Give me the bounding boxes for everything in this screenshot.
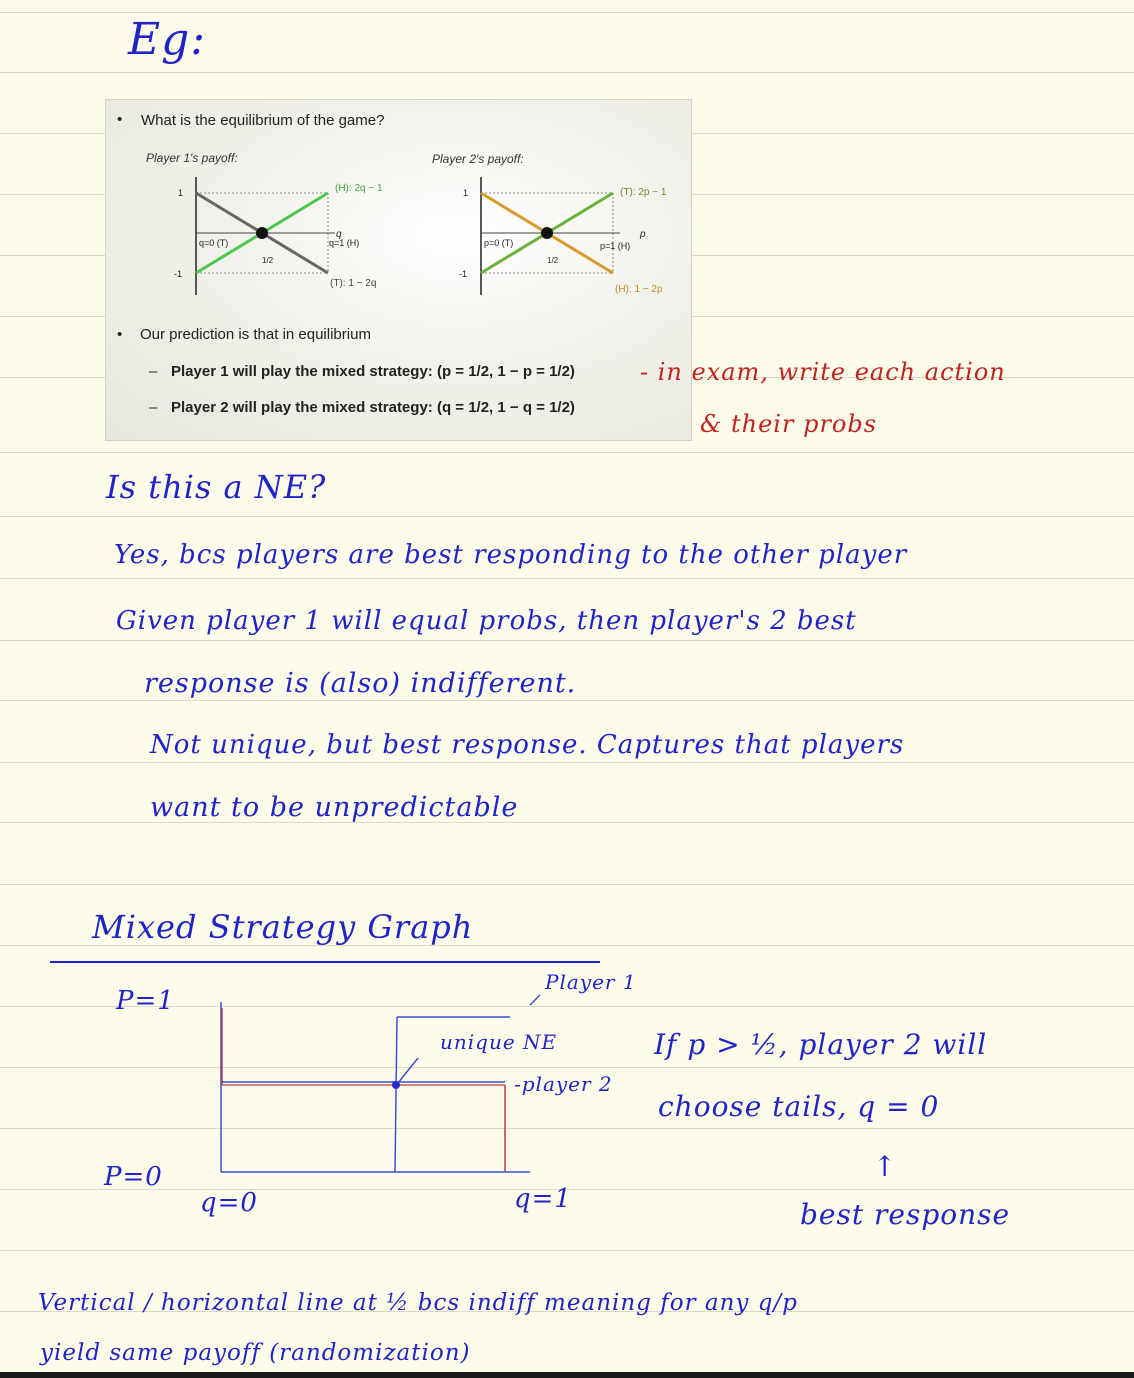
dash-1: – bbox=[149, 363, 158, 380]
graph-title: Mixed Strategy Graph bbox=[92, 908, 474, 946]
graph-player1-label: Player 1 bbox=[545, 970, 637, 994]
slide-prediction: Our prediction is that in equilibrium bbox=[140, 326, 371, 343]
p2-br-vertical bbox=[395, 1017, 397, 1172]
footer-line-2: yield same payoff (randomization) bbox=[40, 1340, 471, 1366]
graph-unique-ne-label: unique NE bbox=[440, 1030, 558, 1054]
p2-right-label: p=1 (H) bbox=[600, 241, 631, 251]
p1-y-top: 1 bbox=[178, 188, 184, 198]
ne-pointer bbox=[398, 1058, 418, 1083]
footer-line-1: Vertical / horizontal line at ½ bcs indiff meaning for any q/p bbox=[38, 1290, 798, 1316]
p2-left-label: p=0 (T) bbox=[484, 238, 514, 248]
heading-eg: Eg: bbox=[128, 14, 207, 65]
note-line-1: Is this a NE? bbox=[106, 468, 327, 506]
note-line-4: response is (also) indifferent. bbox=[144, 668, 577, 699]
graph-p0-label: P=0 bbox=[104, 1162, 163, 1192]
graph-q0-label: q=0 bbox=[200, 1188, 258, 1218]
p2-p-label: p bbox=[640, 229, 646, 240]
dash-2: – bbox=[149, 399, 158, 416]
p1-half-label: 1/2 bbox=[262, 256, 274, 265]
red-note-exam: - in exam, write each action bbox=[640, 358, 1006, 386]
side-note-arrow: ↑ bbox=[873, 1150, 898, 1183]
bullet-1: • bbox=[117, 111, 123, 128]
slide-question: What is the equilibrium of the game? bbox=[141, 112, 385, 129]
note-line-2: Yes, bcs players are best responding to the other player bbox=[114, 540, 908, 570]
p2-half-label: 1/2 bbox=[547, 256, 559, 265]
p2-green-label: (T): 2p − 1 bbox=[620, 187, 667, 198]
player1-pointer bbox=[530, 995, 540, 1005]
p2-orange-label: (H): 1 − 2p bbox=[615, 284, 663, 295]
unique-ne-point bbox=[392, 1081, 400, 1089]
slide-p2-strategy: Player 2 will play the mixed strategy: (q = 1/2, 1 − q = 1/2) bbox=[171, 399, 575, 416]
bullet-2: • bbox=[117, 326, 123, 343]
player2-payoff-label: Player 2's payoff: bbox=[432, 152, 524, 166]
side-note-line-2: choose tails, q = 0 bbox=[658, 1090, 940, 1123]
side-note-line-3: best response bbox=[800, 1198, 1011, 1231]
p1-gray-label: (T): 1 − 2q bbox=[330, 278, 377, 289]
player1-payoff-label: Player 1's payoff: bbox=[146, 151, 238, 165]
slide-p1-strategy: Player 1 will play the mixed strategy: (p = 1/2, 1 − p = 1/2) bbox=[171, 363, 575, 380]
p1-green-label: (H): 2q − 1 bbox=[335, 183, 383, 194]
graph-q1-label: q=1 bbox=[514, 1184, 572, 1214]
p1-right-label: q=1 (H) bbox=[329, 238, 360, 248]
red-note-probs: & their probs bbox=[700, 410, 878, 438]
note-line-6: want to be unpredictable bbox=[150, 792, 519, 823]
bottom-bar bbox=[0, 1372, 1134, 1378]
p2-y-top: 1 bbox=[463, 188, 469, 198]
p1-q-label: q bbox=[336, 229, 342, 240]
graph-player2-label: -player 2 bbox=[514, 1072, 613, 1096]
side-note-line-1: If p > ½, player 2 will bbox=[654, 1028, 988, 1061]
graph-p1-label: P=1 bbox=[116, 986, 175, 1016]
note-line-5: Not unique, but best response. Captures that players bbox=[150, 730, 905, 760]
note-line-3: Given player 1 will equal probs, then player's 2 best bbox=[116, 606, 857, 636]
p1-y-bottom: -1 bbox=[174, 269, 183, 279]
p1-left-label: q=0 (T) bbox=[199, 238, 229, 248]
p2-y-bottom: -1 bbox=[459, 269, 468, 279]
